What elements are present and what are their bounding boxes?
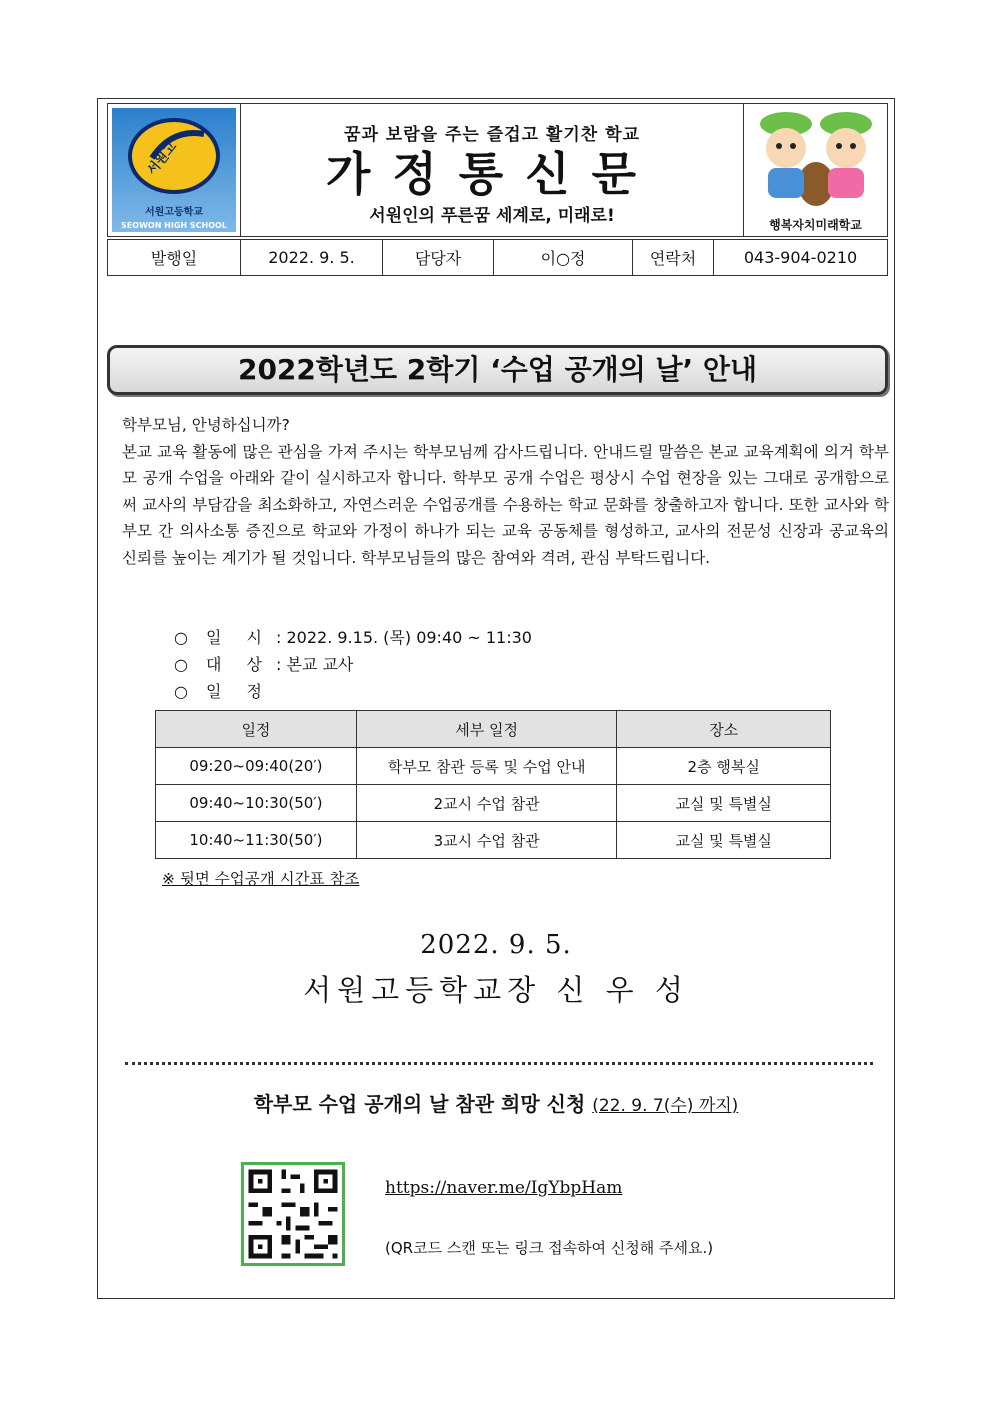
qr-code[interactable]: [241, 1162, 345, 1266]
cell-time: 10:40~11:30(50′): [156, 822, 357, 859]
manager-name: 이○정: [494, 240, 633, 275]
bullet: ○: [174, 682, 188, 701]
cell-time: 09:20~09:40(20′): [156, 748, 357, 785]
qr-instruction: (QR코드 스캔 또는 링크 접속하여 신청해 주세요.): [385, 1239, 714, 1257]
table-header-row: [156, 711, 831, 748]
issue-date-label: 발행일: [108, 240, 241, 275]
bullet: ○: [174, 655, 188, 674]
logo-badge-text: 서원고: [144, 139, 181, 179]
contact-number: 043-904-0210: [743, 248, 858, 267]
manager-label: 담당자: [383, 240, 494, 275]
column-header-place: 장소: [617, 711, 831, 748]
detail-schedule: [174, 678, 532, 705]
mascot-icon: [746, 104, 886, 212]
event-details: [174, 624, 532, 705]
notice-body: [122, 412, 889, 571]
cell-place: 2층 행복실: [617, 748, 831, 785]
title-cell: [241, 104, 744, 236]
application-link[interactable]: https://naver.me/IgYbpHam: [385, 1178, 623, 1198]
date-label: 일 시: [206, 628, 272, 647]
cut-line-divider: [125, 1062, 873, 1065]
target-value: : 본교 교사: [276, 655, 354, 674]
issue-date: 2022. 9. 5.: [241, 240, 383, 275]
cell-detail: 학부모 참관 등록 및 수업 안내: [356, 748, 617, 785]
table-row: [156, 748, 831, 785]
mascot-cell: [744, 104, 887, 236]
schedule-label: 일 정: [206, 682, 272, 701]
target-label: 대 상: [206, 655, 272, 674]
application-deadline: (22. 9. 7(수) 까지): [592, 1096, 739, 1116]
cell-detail: 2교시 수업 참관: [356, 785, 617, 822]
notice-paragraph: 본교 교육 활동에 많은 관심을 가져 주시는 학부모님께 감사드립니다. 안내드릴 말씀은 본교 교육계획에 의거 학부모 공개 수업을 아래와 같이 실시하고자 합니다. 학부모 공개 수업은 평상시 수업 현장을 있는 그대로 공개함으로써 교사의 부담감을 최소화하고, 자연스러운 수업공개를 수용하는 학교 문화를 창출하고자 합니다. 또한 교사와 학부모 간 의사소통 증진으로 학교와 가정이 하나가 되는 교육 공동체를 형성하고, 교사의 전문성 신장과 공교육의 신뢰를 높이는 계기가 될 것입니다. 학부모님들의 많은 참여와 격려, 관심 부탁드립니다.: [122, 442, 889, 567]
detail-target: [174, 651, 532, 678]
column-header-detail: 세부 일정: [356, 711, 617, 748]
date-value: : 2022. 9.15. (목) 09:40 ~ 11:30: [276, 628, 532, 647]
schedule-table: [155, 710, 831, 859]
table-row: [156, 822, 831, 859]
slogan-top: 꿈과 보람을 주는 즐겁고 활기찬 학교: [344, 125, 640, 145]
timetable-note: ※ 뒷면 수업공개 시간표 참조: [162, 870, 360, 888]
page-title: 가정통신문: [325, 147, 659, 201]
mascot-caption: 행복자치미래학교: [769, 218, 862, 232]
cell-place: 교실 및 특별실: [617, 785, 831, 822]
table-row: [156, 785, 831, 822]
slogan-bottom: 서원인의 푸른꿈 세계로, 미래로!: [369, 206, 615, 226]
contact-label: 연락처: [633, 240, 714, 275]
newsletter-header: [107, 103, 888, 237]
bullet: ○: [174, 628, 188, 647]
signature-date: 2022. 9. 5.: [420, 930, 572, 960]
cell-place: 교실 및 특별실: [617, 822, 831, 859]
application-heading: [0, 1088, 992, 1117]
greeting: 학부모님, 안녕하십니까?: [122, 416, 290, 434]
logo-school-name: 서원고등학교: [145, 207, 203, 218]
info-row: [107, 239, 888, 276]
logo-cell: [108, 104, 241, 236]
principal-signature: 서원고등학교장 신 우 성: [303, 973, 689, 1007]
application-title: 학부모 수업 공개의 날 참관 희망 신청: [253, 1092, 586, 1116]
qr-code-icon: [244, 1165, 342, 1263]
notice-title-banner: 2022학년도 2학기 ‘수업 공개의 날’ 안내: [107, 345, 888, 395]
column-header-time: 일정: [156, 711, 357, 748]
school-logo: [112, 108, 236, 232]
logo-school-name-en: SEOWON HIGH SCHOOL: [121, 221, 227, 230]
cell-time: 09:40~10:30(50′): [156, 785, 357, 822]
cell-detail: 3교시 수업 참관: [356, 822, 617, 859]
detail-date: [174, 624, 532, 651]
